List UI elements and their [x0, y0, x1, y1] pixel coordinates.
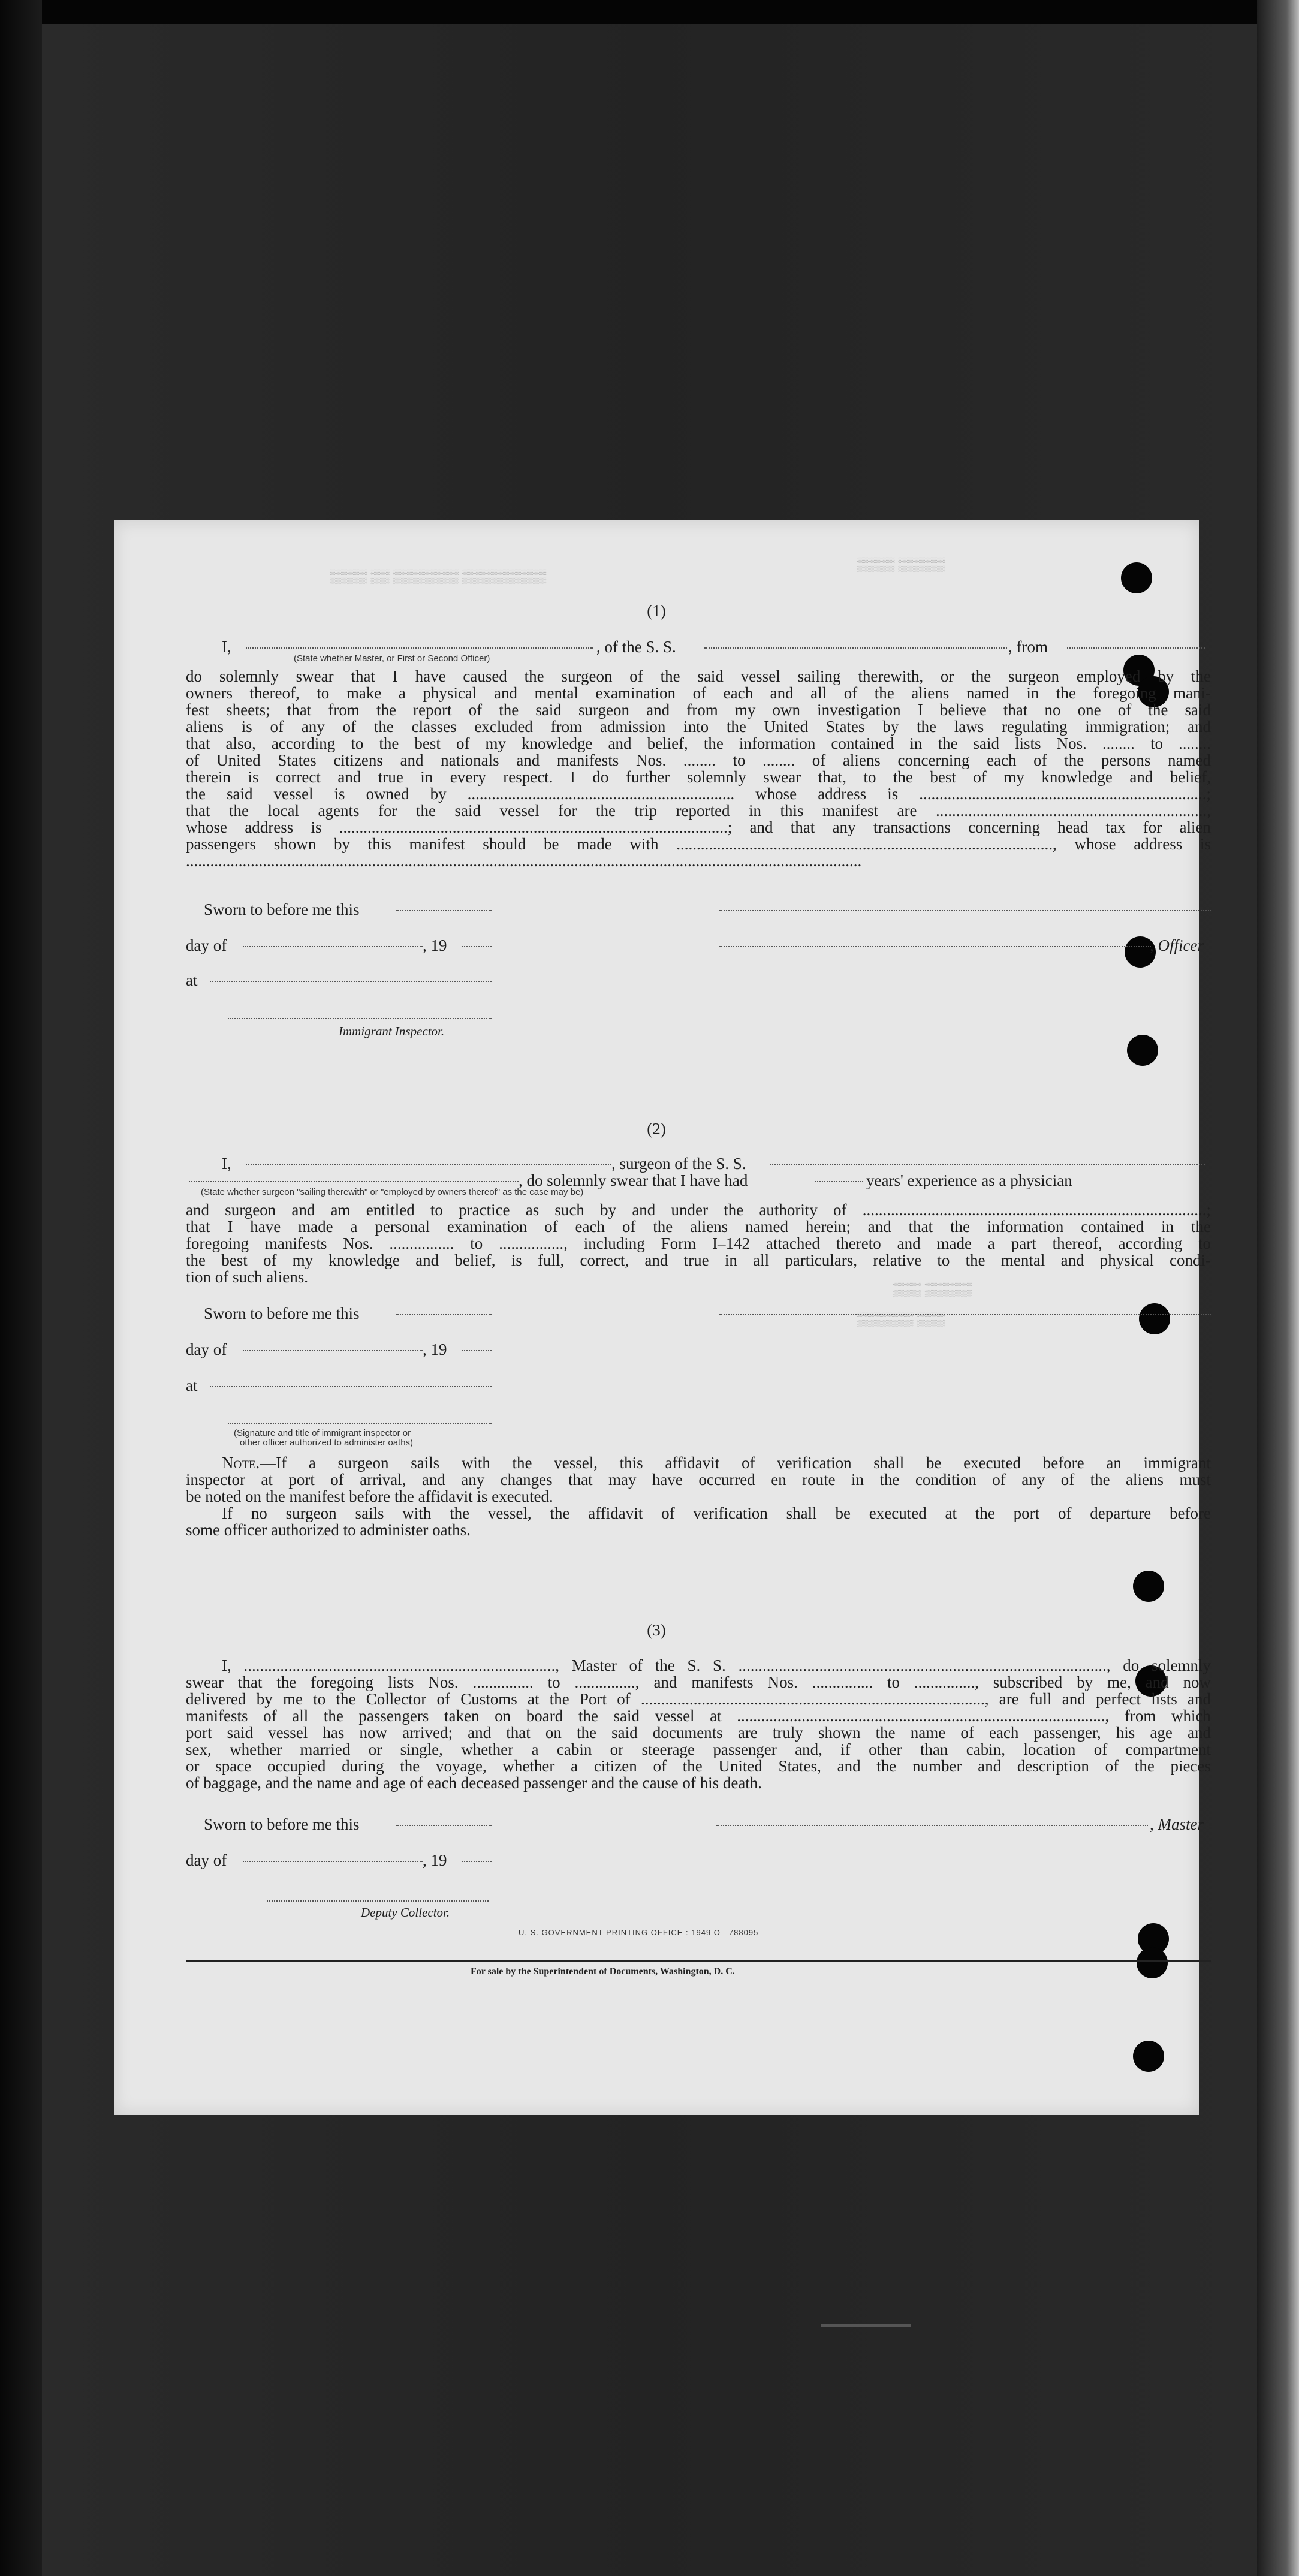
punch-hole [1121, 562, 1152, 593]
s2-i: I, [222, 1155, 231, 1173]
s1-line: whose address is ................................................................................................; and that any transactions concerning head tax for alien [186, 818, 1211, 836]
s3-year: , 19 [423, 1851, 447, 1869]
s1-inspector: Immigrant Inspector. [339, 1024, 445, 1038]
s3-line: or space occupied during the voyage, whether a citizen of the United States, and the number and description of the pieces [186, 1757, 1211, 1775]
s1-officer: , Officer [1150, 936, 1204, 954]
s2-inspector-line [228, 1423, 492, 1424]
for-sale-line: For sale by the Superintendent of Documents, Washington, D. C. [471, 1966, 735, 1977]
s1-at-line [210, 981, 492, 982]
s3-year-line [462, 1861, 492, 1862]
s1-signature-line [719, 910, 1211, 911]
s3-line: port said vessel has now arrived; and that on the said documents are truly shown the name of each passenger, his age and [186, 1724, 1211, 1742]
s1-line: that also, according to the best of my knowledge and belief, the information contained in the said lists Nos. ........ to ........ [186, 734, 1211, 752]
s1-line: the said vessel is owned by .................................................................. whose address is .......................................................................; [186, 785, 1211, 803]
film-top-edge [0, 0, 1299, 24]
s2-line: that I have made a personal examination of each of the aliens named herein; and that the information contained in the [186, 1218, 1211, 1236]
s1-i: I, [222, 638, 231, 656]
footer-rule [186, 1960, 1211, 1962]
s2-sworn-line [396, 1314, 492, 1315]
s1-from: , from [1008, 638, 1048, 656]
s2-sworn: Sworn to before me this [204, 1304, 360, 1322]
film-left-edge [0, 0, 42, 2576]
s2-vessel-line [770, 1164, 1205, 1165]
s2-years-line [815, 1181, 863, 1182]
s1-vessel-line [704, 647, 1007, 649]
s3-line: manifests of all the passengers taken on board the said vessel at ..........................................................................................., from which [186, 1707, 1211, 1725]
s2-day-of: day of [186, 1340, 227, 1358]
punch-hole [1137, 1947, 1168, 1978]
punch-hole [1133, 2041, 1164, 2072]
s2-sig-note-1: (Signature and title of immigrant inspector or [234, 1428, 411, 1438]
s1-line: ....................................................................................................................................................................... [186, 852, 862, 870]
s2-line: and surgeon and am entitled to practice as such by and under the authority of .....................................................................................; [186, 1201, 1211, 1219]
film-right-edge [1257, 0, 1299, 2576]
s2-sig-note-2: other officer authorized to administer oaths) [240, 1438, 414, 1448]
bleed-through-text: ▒▒▒▒ ▒▒ ▒▒▒▒▒▒▒ ▒▒▒▒▒▒▒▒▒ [330, 568, 547, 583]
s1-year-line [462, 946, 492, 947]
s1-inspector-line [228, 1018, 492, 1019]
s3-master: , Master [1150, 1815, 1204, 1833]
s1-of-ss: , of the S. S. [596, 638, 676, 656]
s2-status-note: (State whether surgeon "sailing therewith" or "employed by owners thereof" as the case may be) [201, 1187, 584, 1197]
s2-note2-line: some officer authorized to administer oaths. [186, 1521, 471, 1539]
s1-line: fest sheets; that from the report of the said surgeon and from my own investigation I believe that no one of the said [186, 701, 1211, 719]
s3-line: swear that the foregoing lists Nos. ............... to ..............., and manifests Nos. ............... to ..............., subscribed by me, and now [186, 1673, 1211, 1691]
s1-line: owners thereof, to make a physical and mental examination of each and all of the aliens named in the foregoing mani- [186, 684, 1211, 702]
s1-day-line [243, 946, 423, 947]
s2-day-line [243, 1350, 423, 1351]
s1-line: therein is correct and true in every respect. I do further solemnly swear that, to the best of my knowledge and belief, [186, 768, 1211, 786]
film-leader-mark [821, 2324, 911, 2327]
s3-line: delivered by me to the Collector of Customs at the Port of ....................................................................................., are full and perfect lists and [186, 1690, 1211, 1708]
s1-officer-line [719, 946, 1151, 947]
s2-years: years' experience as a physician [866, 1171, 1072, 1189]
s2-at: at [186, 1376, 198, 1394]
s1-line: passengers shown by this manifest should be made with ............................................................................................., whose address is [186, 835, 1211, 853]
s2-status-line [189, 1181, 519, 1182]
s1-officer-name-line [246, 647, 593, 649]
s3-day-of: day of [186, 1851, 227, 1869]
s1-line: aliens is of any of the classes excluded from admission into the United States by the laws regulating immigration; and [186, 718, 1211, 736]
s2-name-line [246, 1164, 611, 1165]
s3-line: of baggage, and the name and age of each deceased passenger and the cause of his death. [186, 1774, 762, 1792]
s2-signature-line [719, 1314, 1211, 1315]
punch-hole [1139, 1303, 1170, 1334]
s3-sworn-line [396, 1825, 492, 1826]
s1-year: , 19 [423, 936, 447, 954]
s2-note2-line: If no surgeon sails with the vessel, the affidavit of verification shall be executed at the port of departure before [222, 1504, 1211, 1522]
s3-collector: Deputy Collector. [361, 1905, 450, 1920]
s2-note-line: be noted on the manifest before the affidavit is executed. [186, 1487, 553, 1505]
manifest-affidavit-page [114, 520, 1211, 2115]
s1-at: at [186, 971, 198, 989]
s3-sworn: Sworn to before me this [204, 1815, 360, 1833]
section-1-number: (1) [647, 602, 666, 620]
s2-note-text: —If a surgeon sails with the vessel, this affidavit of verification shall be executed before an immigrant [260, 1454, 1211, 1472]
punch-hole [1133, 1571, 1164, 1602]
s2-surgeon: , surgeon of the S. S. [611, 1155, 746, 1173]
s3-line: sex, whether married or single, whether a cabin or steerage passenger and, if other than cabin, location of compartment [186, 1740, 1211, 1758]
s1-from-line [1067, 647, 1205, 649]
s1-sworn-line [396, 910, 492, 911]
bleed-through-text: ▒▒▒▒▒▒ ▒▒▒ [857, 1312, 945, 1327]
bleed-through-text: ▒▒▒ ▒▒▒▒▒ [893, 1282, 972, 1297]
s1-line: of United States citizens and nationals and manifests Nos. ........ to ........ of aliens concerning each of the persons named [186, 751, 1211, 769]
s1-day-of: day of [186, 936, 227, 954]
s3-collector-line [267, 1900, 489, 1902]
bleed-through-text: ▒▒▒▒ ▒▒▒▒▒ [857, 556, 945, 571]
s2-note-line [186, 1454, 1211, 1471]
s2-line: foregoing manifests Nos. ................ to ................, including Form I–142 attached thereto and made a part thereof, according to [186, 1234, 1211, 1252]
s1-sworn: Sworn to before me this [204, 900, 360, 918]
s2-line: tion of such aliens. [186, 1268, 308, 1286]
section-2-number: (2) [647, 1120, 666, 1138]
s2-note-label: Note. [222, 1454, 260, 1472]
s3-line: I, ............................................................................., Master of the S. S. ..........................................................................................., do solemnly [222, 1656, 1211, 1674]
s1-line: do solemnly swear that I have caused the surgeon of the said vessel sailing therewith, or the surgeon employed by the [186, 667, 1211, 685]
printing-office: U. S. GOVERNMENT PRINTING OFFICE : 1949 O—788095 [519, 1928, 759, 1937]
s2-note-line: inspector at port of arrival, and any changes that may have occurred en route in the condition of any of the aliens must [186, 1471, 1211, 1489]
s2-at-line [210, 1386, 492, 1387]
s2-year-line [462, 1350, 492, 1351]
punch-hole [1127, 1035, 1158, 1066]
s1-rank-note: (State whether Master, or First or Second Officer) [294, 653, 490, 664]
s2-year: , 19 [423, 1340, 447, 1358]
s2-line: the best of my knowledge and belief, is full, correct, and true in all particulars, relative to the mental and physical condi- [186, 1251, 1211, 1269]
s3-master-line [716, 1825, 1148, 1826]
s3-day-line [243, 1861, 423, 1862]
s1-line: that the local agents for the said vessel for the trip reported in this manifest are ..................................................................., [186, 802, 1211, 820]
section-3-number: (3) [647, 1621, 666, 1639]
s2-swear: , do solemnly swear that I have had [519, 1171, 748, 1189]
